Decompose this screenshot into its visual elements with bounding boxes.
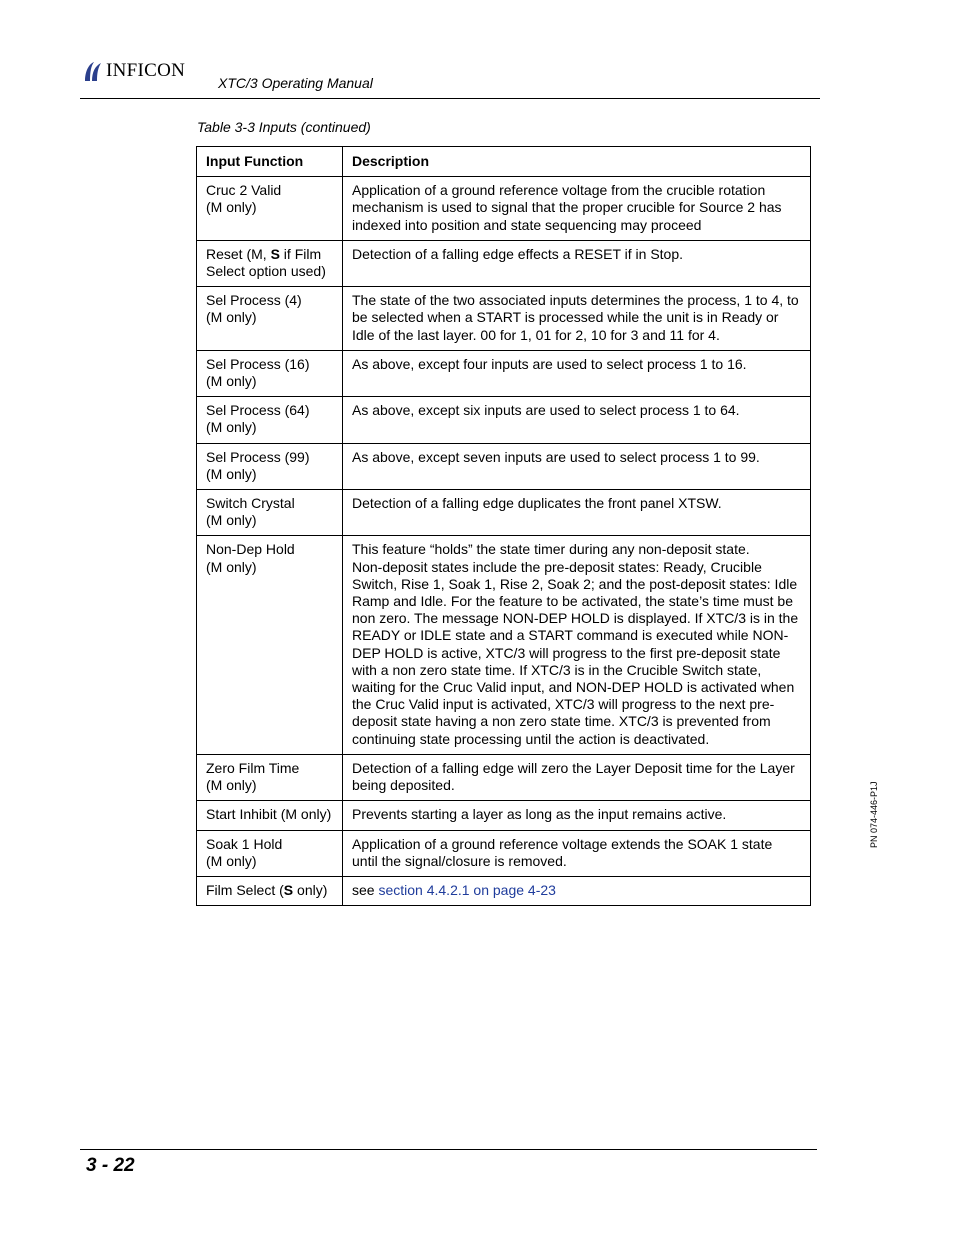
function-text: only) [293, 881, 328, 898]
inputs-table [196, 146, 811, 906]
function-text: if Film Select option used) [206, 245, 326, 280]
function-qualifier: (M only) [206, 852, 257, 869]
header-description: Description [343, 147, 811, 177]
table-row [197, 240, 811, 286]
function-bold-s: S [270, 245, 280, 262]
description-cell: Detection of a falling edge will zero the Layer Deposit time for the Layer being deposited. [343, 754, 811, 800]
inficon-logo [82, 58, 185, 84]
description-cell [343, 876, 811, 905]
input-function-cell [197, 876, 343, 905]
table-row [197, 397, 811, 443]
function-qualifier: (M only) [206, 309, 257, 326]
input-function-cell [197, 754, 343, 800]
header-rule [80, 98, 820, 99]
input-function-cell [197, 350, 343, 396]
function-name: Sel Process (4) [206, 292, 302, 309]
input-function-cell [197, 240, 343, 286]
table-caption: Table 3-3 Inputs (continued) [197, 119, 371, 135]
table-row [197, 287, 811, 351]
function-name: Start Inhibit (M only) [206, 806, 332, 823]
table-row [197, 801, 811, 830]
input-function-cell [197, 443, 343, 489]
function-qualifier: (M only) [206, 512, 257, 529]
description-cell: Detection of a falling edge duplicates the front panel XTSW. [343, 490, 811, 536]
function-qualifier: (M only) [206, 558, 257, 575]
section-link[interactable]: section 4.4.2.1 on page 4-23 [378, 881, 556, 898]
description-cell: Detection of a falling edge effects a RESET if in Stop. [343, 240, 811, 286]
description-cell: As above, except six inputs are used to select process 1 to 64. [343, 397, 811, 443]
description-prefix: see [352, 881, 379, 898]
input-function-cell [197, 830, 343, 876]
function-name: Cruc 2 Valid [206, 182, 282, 199]
function-qualifier: (M only) [206, 373, 257, 390]
table-row [197, 536, 811, 754]
table-header-row [197, 147, 811, 177]
table-row [197, 443, 811, 489]
function-qualifier: (M only) [206, 199, 257, 216]
input-function-cell [197, 536, 343, 754]
table-row [197, 490, 811, 536]
description-cell: Prevents starting a layer as long as the input remains active. [343, 801, 811, 830]
function-name: Zero Film Time [206, 759, 300, 776]
function-qualifier: (M only) [206, 777, 257, 794]
function-qualifier: (M only) [206, 465, 257, 482]
description-cell [343, 536, 811, 754]
function-name: Switch Crystal [206, 495, 295, 512]
function-name: Sel Process (99) [206, 448, 310, 465]
description-line: This feature “holds” the state timer during any non-deposit state. [352, 541, 750, 558]
logo-text: INFICON [106, 60, 186, 81]
input-function-cell [197, 801, 343, 830]
table-row [197, 830, 811, 876]
description-cell: As above, except seven inputs are used to select process 1 to 99. [343, 443, 811, 489]
description-line: Non-deposit states include the pre-deposit states: Ready, Crucible Switch, Rise 1, Soak 1, Rise 2, Soak 2; and the post-deposit states: Idle Ramp and Idle. For the feature to be activated, the state’s time must be non zero. The message NON-DEP HOLD is displayed. If XTC/3 is in the READY or IDLE state and a START command is executed while NON-DEP HOLD is active, XTC/3 will progress to the first pre-deposit state with a non zero state time. If XTC/3 is in the Crucible Switch state, waiting for the Cruc Valid input, and NON-DEP HOLD is activated when the Cruc Valid input is activated, XTC/3 will progress to the next pre-deposit state having a non zero state time. XTC/3 is prevented from continuing state processing until the action is deactivated. [352, 558, 799, 747]
description-cell: Application of a ground reference voltage extends the SOAK 1 state until the signal/closure is removed. [343, 830, 811, 876]
table-row [197, 177, 811, 241]
manual-title: XTC/3 Operating Manual [218, 75, 373, 91]
input-function-cell [197, 177, 343, 241]
part-number: PN 074-446-P1J [869, 781, 879, 848]
function-bold-s: S [283, 881, 294, 898]
function-name: Sel Process (64) [206, 402, 310, 419]
function-text: Film Select ( [206, 881, 284, 898]
function-text: Reset (M, [206, 245, 271, 262]
page-number: 3 - 22 [86, 1155, 135, 1176]
description-cell: Application of a ground reference voltage from the crucible rotation mechanism is used to signal that the proper crucible for Source 2 has indexed into position and state sequencing may proceed [343, 177, 811, 241]
description-cell: The state of the two associated inputs determines the process, 1 to 4, to be selected when a START is processed while the unit is in Ready or Idle of the last layer. 00 for 1, 01 for 2, 10 for 3 and 11 for 4. [343, 287, 811, 351]
function-qualifier: (M only) [206, 419, 257, 436]
footer-rule [80, 1149, 817, 1150]
input-function-cell [197, 490, 343, 536]
function-name: Sel Process (16) [206, 355, 310, 372]
inficon-logo-icon [82, 59, 104, 83]
description-cell: As above, except four inputs are used to select process 1 to 16. [343, 350, 811, 396]
function-name: Non-Dep Hold [206, 541, 295, 558]
table-row [197, 754, 811, 800]
input-function-cell [197, 287, 343, 351]
input-function-cell [197, 397, 343, 443]
table-row [197, 350, 811, 396]
header-input-function: Input Function [197, 147, 343, 177]
function-name: Soak 1 Hold [206, 835, 283, 852]
table-row [197, 876, 811, 905]
